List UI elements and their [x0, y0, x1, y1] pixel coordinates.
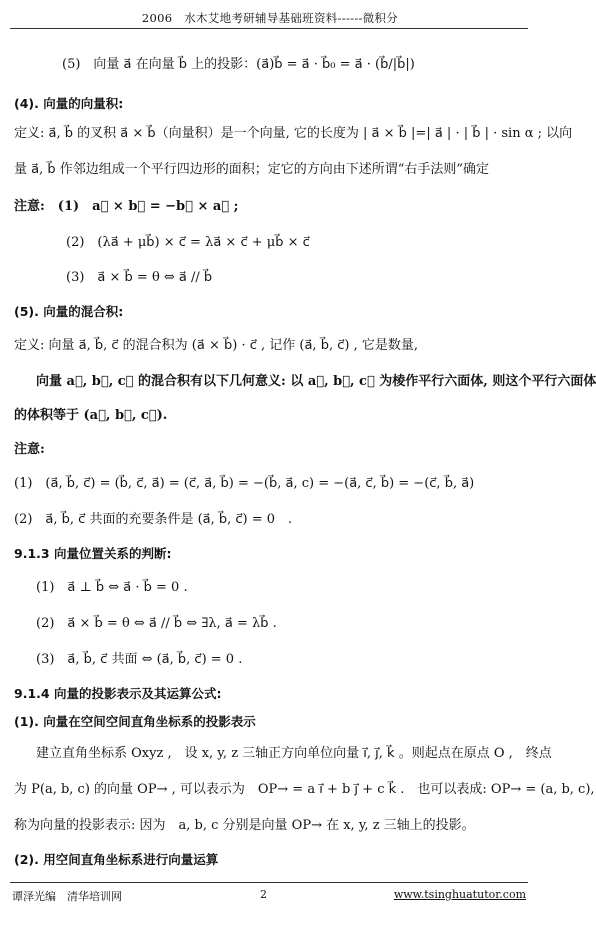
header-rule: [10, 28, 528, 29]
projection-paragraph-line3: 称为向量的投影表示: 因为 a, b, c 分别是向量 OP→ 在 x, y, z 三轴上的投影。: [14, 818, 475, 833]
relation-2: (2) a⃗ × b⃗ = θ ⇔ a⃗ // b⃗ ⇔ ∃λ, a⃗ = λb⃗ .: [36, 616, 277, 631]
notes-label: 注意:: [14, 442, 45, 457]
cross-product-note-1: 注意: (1) a⃗ × b⃗ = −b⃗ × a⃗ ;: [14, 199, 239, 214]
projection-paragraph-line1: 建立直角坐标系 Oxyz , 设 x, y, z 三轴正方向单位向量 i⃗, j⃗, k⃗ 。则起点在原点 O , 终点: [36, 746, 552, 761]
section-heading-mixed-product: (5). 向量的混合积:: [14, 304, 124, 319]
section-heading-9-1-4: 9.1.4 向量的投影表示及其运算公式:: [14, 686, 222, 701]
projection-formula: (5) 向量 a⃗ 在向量 b⃗ 上的投影：(a⃗)b⃗ = a⃗ · b⃗₀ = a⃗ · (b⃗/|b⃗|): [62, 57, 415, 72]
footer-rule: [10, 882, 528, 883]
section-heading-9-1-3: 9.1.3 向量位置关系的判断:: [14, 546, 172, 561]
section-heading-cross-product: (4). 向量的向量积:: [14, 96, 124, 111]
cross-product-definition-line2: 量 a⃗, b⃗ 作邻边组成一个平行四边形的面积；定它的方向由下述所谓“右手法则”确定: [14, 162, 490, 177]
mixed-product-definition: 定义: 向量 a⃗, b⃗, c⃗ 的混合积为 (a⃗ × b⃗) · c⃗ , 记作 (a⃗, b⃗, c⃗) , 它是数量,: [14, 338, 418, 353]
mixed-product-geometric-line1: 向量 a⃗, b⃗, c⃗ 的混合积有以下几何意义: 以 a⃗, b⃗, c⃗ 为棱作平行六面体, 则这个平行六面体: [36, 374, 596, 389]
cross-product-definition-line1: 定义: a⃗, b⃗ 的叉积 a⃗ × b⃗（向量积）是一个向量, 它的长度为 | a⃗ × b⃗ |=| a⃗ | · | b⃗ | · sin α ; 以向: [14, 126, 573, 141]
footer-author: 谭泽光编 清华培训网: [12, 890, 122, 903]
subsection-heading-projection: (1). 向量在空间空间直角坐标系的投影表示: [14, 714, 256, 729]
mixed-product-note-2: (2) a⃗, b⃗, c⃗ 共面的充要条件是 (a⃗, b⃗, c⃗) = 0 .: [14, 512, 293, 527]
cross-product-note-3: (3) a⃗ × b⃗ = θ ⇔ a⃗ // b⃗: [66, 270, 213, 285]
projection-paragraph-line2: 为 P(a, b, c) 的向量 OP→ , 可以表示为 OP→ = a i⃗ + b j⃗ + c k⃗ . 也可以表成: OP→ = (a, b, c),: [14, 782, 595, 797]
relation-1: (1) a⃗ ⊥ b⃗ ⇔ a⃗ · b⃗ = 0 .: [36, 580, 188, 595]
cross-product-note-2: (2) (λa⃗ + μb⃗) × c⃗ = λa⃗ × c⃗ + μb⃗ × c⃗: [66, 235, 310, 250]
mixed-product-geometric-line2: 的体积等于 (a⃗, b⃗, c⃗).: [14, 408, 168, 423]
subsection-heading-vector-operations: (2). 用空间直角坐标系进行向量运算: [14, 852, 219, 867]
relation-3: (3) a⃗, b⃗, c⃗ 共面 ⇔ (a⃗, b⃗, c⃗) = 0 .: [36, 652, 243, 667]
page-header: 2006 水木艾地考研辅导基础班资料------微积分: [141, 11, 399, 25]
footer-url-link[interactable]: www.tsinghuatutor.com: [393, 888, 526, 901]
mixed-product-note-1: (1) (a⃗, b⃗, c⃗) = (b⃗, c⃗, a⃗) = (c⃗, a⃗, b⃗) = −(b⃗, a⃗, c) = −(a⃗, c⃗, b⃗) = −(c⃗, b⃗, a⃗): [14, 476, 475, 491]
page-number: 2: [260, 888, 267, 901]
